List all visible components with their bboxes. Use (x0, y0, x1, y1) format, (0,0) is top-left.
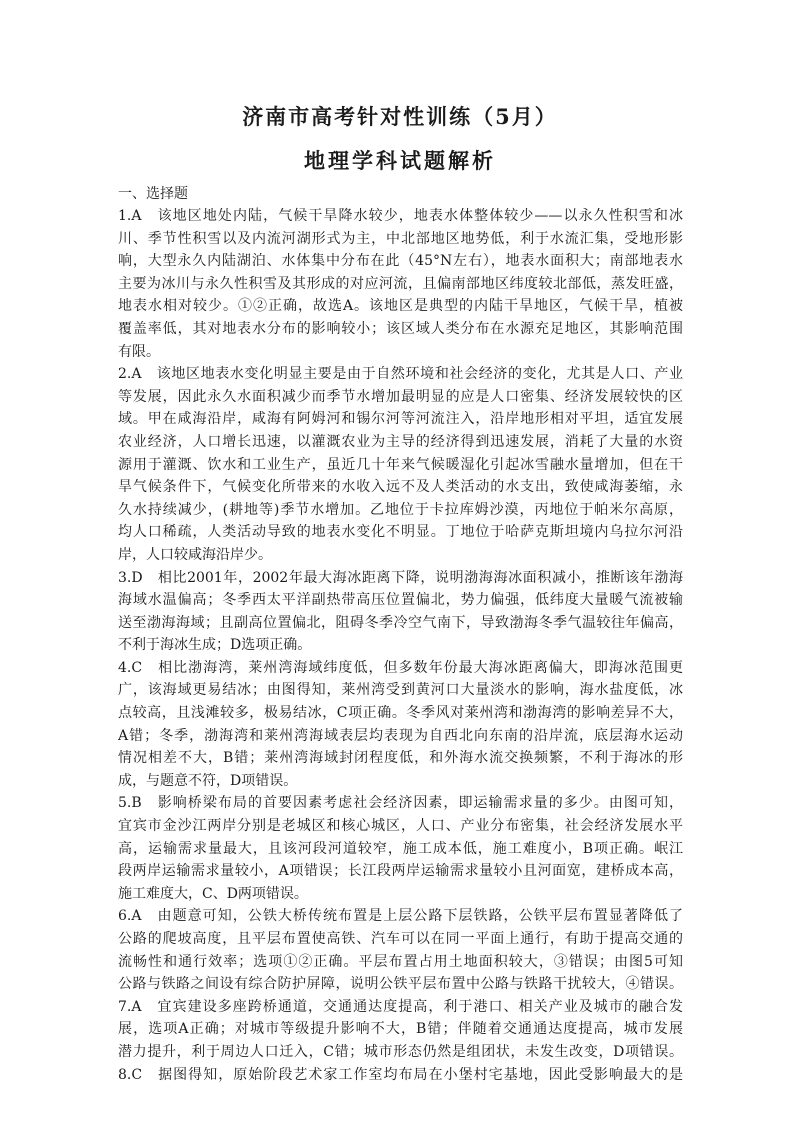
answer-2-line: 久水持续减少，(耕地等)季节水增加。乙地位于卡拉库姆沙漠，丙地位于帕米尔高原， (118, 501, 683, 518)
answer-2-line: 等发展，因此永久水面积减少而季节水增加最明显的应是人口密集、经济发展较快的区 (118, 388, 683, 405)
answer-1-line: 响，大型永久内陆湖泊、水体集中分布在此（45°N左右），地表水面积大；南部地表水 (118, 253, 683, 270)
answer-6-line: 公路与铁路之间设有综合防护屏障，说明公铁平层布置中公路与铁路干扰较大，④错误。 (118, 976, 683, 993)
answer-5-line: 段两岸运输需求量较小，A项错误；长江段两岸运输需求量较小且河面宽，建桥成本高， (118, 863, 683, 880)
section-heading: 一、选择题 (118, 186, 188, 202)
answer-2-line: 2.A 该地区地表水变化明显主要是由于自然环境和社会经济的变化，尤其是人口、产业 (118, 366, 683, 383)
answer-3-line: 不利于海冰生成；D选项正确。 (118, 637, 312, 654)
answer-2-line: 旱气候条件下，气候变化所带来的水收入远不及人类活动的水支出，致使咸海萎缩，永 (118, 479, 683, 496)
answer-2-line: 农业经济，人口增长迅速，以灌溉农业为主导的经济得到迅速发展，消耗了大量的水资 (118, 433, 683, 450)
answer-7-line: 7.A 宜宾建设多座跨桥通道，交通通达度提高，利于港口、相关产业及城市的融合发 (118, 998, 683, 1015)
answer-7-line: 展，选项A正确；对城市等级提升影响不大，B错；伴随着交通通达度提高，城市发展 (118, 1021, 683, 1038)
answer-4-line: 成，与题意不符，D项错误。 (118, 772, 298, 789)
answer-1-line: 川、季节性积雪以及内流河湖形式为主，中北部地区地势低，利于水流汇集，受地形影 (118, 230, 683, 247)
answer-5-line: 施工难度大，C、D两项错误。 (118, 885, 308, 902)
answer-3-line: 3.D 相比2001年，2002年最大海冰距离下降，说明渤海海冰面积减小，推断该年渤海 (118, 569, 683, 586)
answer-6-line: 公路的爬坡高度，且平层布置使高铁、汽车可以在同一平面上通行，有助于提高交通的 (118, 931, 683, 947)
answer-4-line: 点较高，且浅滩较多，极易结冰，C项正确。冬季风对莱州湾和渤海湾的影响差异不大， (118, 705, 683, 722)
answer-3-line: 海域水温偏高；冬季西太平洋副热带高压位置偏北，势力偏强，低纬度大量暖气流被输 (118, 592, 683, 609)
answer-1-line: 1.A 该地区地处内陆，气候干旱降水较少，地表水体整体较少——以永久性积雪和冰 (118, 208, 683, 224)
answer-4-line: 广，该海域更易结冰；由图得知，莱州湾受到黄河口大量淡水的影响，海水盐度低，冰 (118, 682, 683, 699)
answer-2-line: 源用于灌溉、饮水和工业生产，虽近几十年来气候暖湿化引起冰雪融水量增加，但在干 (118, 456, 683, 473)
answer-4-line: A错；冬季，渤海湾和莱州湾海域表层均表现为自西北向东南的沿岸流，底层海水运动 (118, 727, 683, 744)
document-subtitle: 地理学科试题解析 (304, 148, 496, 173)
answer-6-line: 流畅性和通行效率；选项①②正确。平层布置占用土地面积较大，③错误；由图5可知 (118, 953, 683, 970)
answer-5-line: 高，运输需求量最大，且该河段河道较窄，施工成本低，施工难度小，B项正确。岷江 (118, 840, 683, 857)
answer-5-line: 5.B 影响桥梁布局的首要因素考虑社会经济因素，即运输需求量的多少。由图可知， (118, 795, 683, 812)
answer-explanations (118, 205, 683, 1086)
answer-2-line: 岸，人口较咸海沿岸少。 (118, 546, 272, 563)
answer-7-line: 潜力提升，利于周边人口迁入，C错；城市形态仍然是组团状，未发生改变，D项错误。 (118, 1043, 683, 1060)
answer-2-line: 域。甲在咸海沿岸，咸海有阿姆河和锡尔河等河流注入，沿岸地形相对平坦，适宜发展 (118, 411, 683, 428)
answer-3-line: 送至渤海海域；且副高位置偏北，阻碍冬季冷空气南下，导致渤海冬季气温较往年偏高， (118, 614, 683, 631)
answer-5-line: 宜宾市金沙江两岸分别是老城区和核心城区，人口、产业分布密集，社会经济发展水平 (118, 818, 683, 835)
answer-4-line: 情况相差不大，B错；莱州湾海域封闭程度低，和外海水流交换频繁，不利于海冰的形 (118, 750, 683, 767)
answer-8-line: 8.C 据图得知，原始阶段艺术家工作室均布局在小堡村宅基地，因此受影响最大的是 (118, 1066, 683, 1083)
answer-1-line: 地表水相对较少。①②正确，故选A。该地区是典型的内陆干旱地区，气候干旱，植被 (118, 298, 683, 315)
answer-2-line: 均人口稀疏，人类活动导致的地表水变化不明显。丁地位于哈萨克斯坦境内乌拉尔河沿 (118, 524, 683, 541)
answer-1-line: 主要为冰川与永久性积雪及其形成的对应河流，且偏南部地区纬度较北部低，蒸发旺盛， (118, 275, 683, 292)
answer-1-line: 有限。 (118, 343, 160, 360)
answer-6-line: 6.A 由题意可知，公铁大桥传统布置是上层公路下层铁路，公铁平层布置显著降低了 (118, 908, 683, 925)
document-title: 济南市高考针对性训练（5月） (242, 104, 558, 129)
answer-4-line: 4.C 相比渤海湾，莱州湾海域纬度低，但多数年份最大海冰距离偏大，即海冰范围更 (118, 659, 683, 676)
answer-1-line: 覆盖率低，其对地表水分布的影响较小；该区域人类分布在水源充足地区，其影响范围 (118, 320, 683, 337)
